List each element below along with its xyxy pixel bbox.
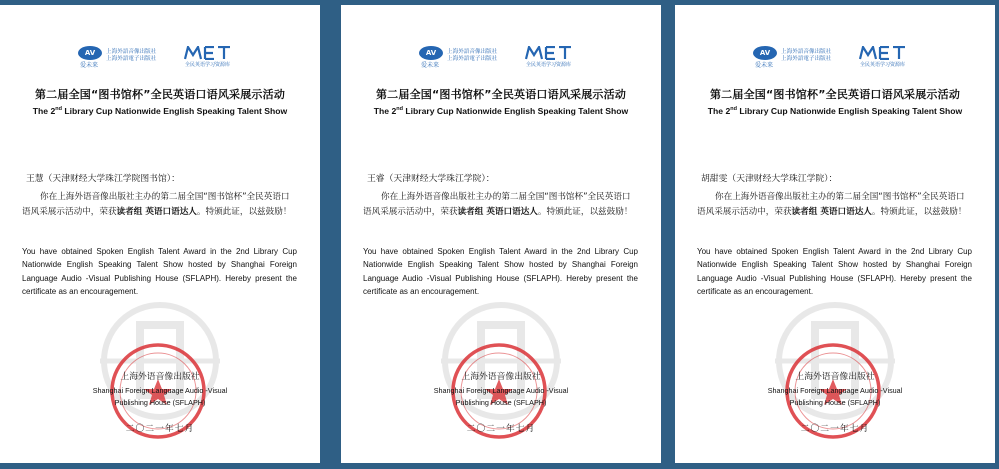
title-en-sup: nd	[730, 106, 737, 113]
issuer-name-en	[0, 385, 320, 409]
title-en-sup: nd	[396, 106, 403, 113]
issuer-name-cn: 上海外语音像出版社	[795, 372, 875, 382]
award-title: 读者组 英语口语达人	[457, 207, 538, 217]
award-title: 读者组 英语口语达人	[116, 207, 197, 217]
recipient-name: 胡甜雯（天津财经大学珠江学院）：	[701, 174, 838, 184]
issuer-en-line-1: Shanghai Foreign Language Audio -Visual	[92, 386, 228, 395]
title-en-sup: nd	[55, 106, 62, 113]
certificate-title-en	[0, 106, 320, 116]
header-logos	[341, 46, 661, 70]
av-logo-icon: AV	[419, 46, 443, 60]
av-logo-name: 爱未来	[80, 62, 99, 69]
issuer-en-line-2: Publishing House (SFLAPH)	[455, 398, 547, 407]
certificate-title-en	[341, 106, 661, 116]
award-text-cn-pre: 你在上海外语音像出版社主办的第二届全国“图书馆杯”全民英语口语风采展示活动中，荣获	[22, 192, 290, 217]
met-logo-subtitle: 全民英语学习资源库	[860, 62, 906, 68]
issuer-name-cn: 上海外语音像出版社	[120, 372, 200, 382]
award-title: 读者组 英语口语达人	[791, 207, 872, 217]
title-en-post: Library Cup Nationwide English Speaking Talent Show	[61, 106, 288, 116]
award-text-en: You have obtained Spoken English Talent Award in the 2nd Library Cup Nationwide English Speaking Talent Show hosted by Shanghai Foreign Language Audio -Visual Publishing House (SFLAPH). Hereby present the certificate as an encouragement.	[363, 247, 638, 297]
award-text-cn-pre: 你在上海外语音像出版社主办的第二届全国“图书馆杯”全民英语口语风采展示活动中，荣获	[697, 192, 965, 217]
award-text-cn-post: 。特颁此证，以兹鼓励！	[196, 207, 292, 217]
av-logo-icon: AV	[78, 46, 102, 60]
issuer-name-en	[675, 385, 995, 409]
award-text-en: You have obtained Spoken English Talent Award in the 2nd Library Cup Nationwide English Speaking Talent Show hosted by Shanghai Foreign Language Audio -Visual Publishing House (SFLAPH). Hereby present the certificate as an encouragement.	[22, 247, 297, 297]
issuer-en-line-1: Shanghai Foreign Language Audio -Visual	[767, 386, 903, 395]
met-logo-subtitle: 全民英语学习资源库	[526, 62, 572, 68]
recipient-name: 王慧（天津财经大学珠江学院图书馆）：	[26, 174, 180, 184]
award-text-cn	[363, 190, 635, 220]
header-logos	[675, 46, 995, 70]
publisher-logo-text	[447, 49, 497, 63]
issuer-en-line-2: Publishing House (SFLAPH)	[114, 398, 206, 407]
met-logo-icon	[859, 46, 911, 60]
certificate-title-cn: 第二届全国“图书馆杯”全民英语口语风采展示活动	[34, 88, 286, 101]
publisher-line-2: 上海外語電子出版社	[106, 56, 157, 62]
title-en-post: Library Cup Nationwide English Speaking Talent Show	[736, 106, 963, 116]
award-text-cn	[697, 190, 969, 220]
title-en-pre: The 2	[32, 106, 56, 116]
met-logo-subtitle: 全民英语学习资源库	[185, 62, 231, 68]
title-en-post: Library Cup Nationwide English Speaking Talent Show	[402, 106, 629, 116]
certificate-3	[0, 5, 320, 463]
recipient-name: 王睿（天津财经大学珠江学院）：	[367, 174, 495, 184]
issue-date: 二〇二一年七月	[800, 424, 870, 434]
header-logos	[0, 46, 320, 70]
title-en-pre: The 2	[707, 106, 731, 116]
certificate-title-cn: 第二届全国“图书馆杯”全民英语口语风采展示活动	[375, 88, 627, 101]
award-text-cn	[22, 190, 294, 220]
award-text-cn-post: 。特颁此证，以兹鼓励！	[871, 207, 967, 217]
publisher-line-1: 上海外語音像出版社	[781, 49, 832, 55]
av-logo-icon: AV	[753, 46, 777, 60]
issue-date: 二〇二一年七月	[466, 424, 536, 434]
av-logo-name: 爱未来	[421, 62, 440, 69]
publisher-logo-text	[106, 49, 156, 63]
met-logo-icon	[184, 46, 236, 60]
publisher-line-2: 上海外語電子出版社	[447, 56, 498, 62]
issuer-en-line-2: Publishing House (SFLAPH)	[789, 398, 881, 407]
issuer-en-line-1: Shanghai Foreign Language Audio -Visual	[433, 386, 569, 395]
issue-date: 二〇二一年七月	[125, 424, 195, 434]
publisher-logo-text	[781, 49, 831, 63]
publisher-line-1: 上海外語音像出版社	[106, 49, 157, 55]
publisher-line-2: 上海外語電子出版社	[781, 56, 832, 62]
av-logo-name: 爱未来	[755, 62, 774, 69]
met-logo-icon	[525, 46, 577, 60]
certificate-1	[341, 5, 661, 463]
award-text-en: You have obtained Spoken English Talent Award in the 2nd Library Cup Nationwide English Speaking Talent Show hosted by Shanghai Foreign Language Audio -Visual Publishing House (SFLAPH). Hereby present the certificate as an encouragement.	[697, 247, 972, 297]
title-en-pre: The 2	[373, 106, 397, 116]
issuer-name-cn: 上海外语音像出版社	[461, 372, 541, 382]
award-text-cn-post: 。特颁此证，以兹鼓励！	[537, 207, 633, 217]
certificate-2	[675, 5, 995, 463]
certificate-title-en	[675, 106, 995, 116]
award-text-cn-pre: 你在上海外语音像出版社主办的第二届全国“图书馆杯”全民英语口语风采展示活动中，荣获	[363, 192, 631, 217]
issuer-name-en	[341, 385, 661, 409]
publisher-line-1: 上海外語音像出版社	[447, 49, 498, 55]
certificate-title-cn: 第二届全国“图书馆杯”全民英语口语风采展示活动	[709, 88, 961, 101]
